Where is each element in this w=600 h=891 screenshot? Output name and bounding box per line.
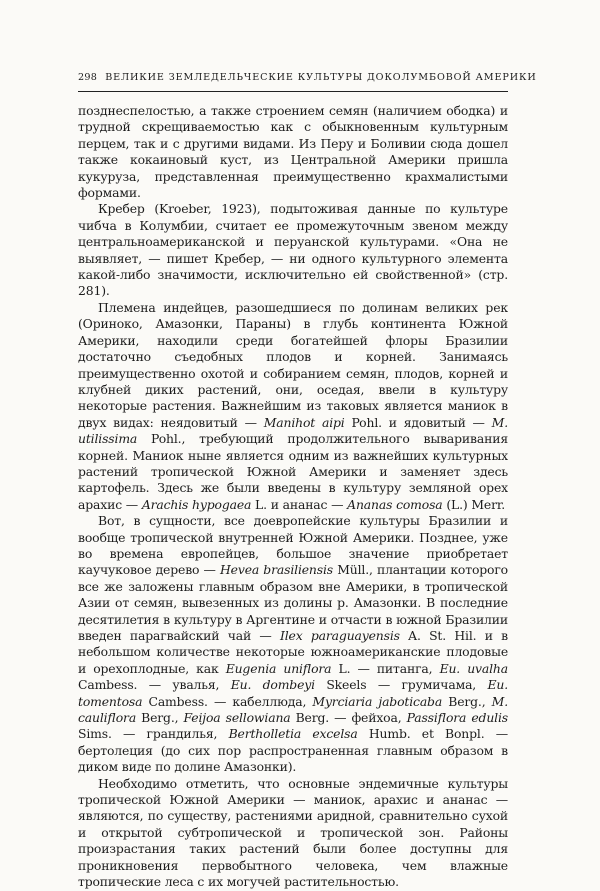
body-text: [78, 103, 508, 891]
text-run: A. St. Hil. и в небольшом количестве некоторые южноамериканские плодовые и орехоплодные, как: [78, 628, 508, 676]
paragraph: [78, 300, 508, 513]
species-name: Eu. tomentosa: [78, 677, 508, 709]
text-run: Berg. — фейхоа,: [290, 710, 407, 726]
species-name: Arachis hypogaea: [141, 496, 252, 512]
text-run: Cambess. — кабеллюда,: [142, 693, 313, 709]
paragraph: [78, 513, 508, 776]
text-run: L. — питанга,: [331, 660, 440, 676]
paragraph: [78, 776, 508, 891]
species-name: Feijoa sellowiana: [183, 710, 291, 726]
species-name: Eugenia uniflora: [225, 660, 332, 676]
text-run: Вот, в сущности, все доевропейские культуры Бразилии и вообще тропической внутренней Южной Америки. Позднее, уже во времена европейцев, большое значение приобретает каучуковое дерево —: [78, 513, 508, 578]
text-run: Skeels — грумичама,: [314, 677, 488, 693]
page-number: 298: [78, 72, 98, 83]
text-run: Необходимо отметить, что основные эндемичные культуры тропической Южной Америки — маниок, арахис и ананас — являются, по существу, растениями аридной, сравнительно сухой и открытой субтропической и тропической зон. Районы произрастания таких растений были более доступны для проникновения первобытного человека, чем влажные тропические леса с их могучей растительностью.: [78, 775, 508, 890]
paragraph: [78, 201, 508, 299]
text-run: Berg.,: [442, 693, 492, 709]
species-name: Hevea brasiliensis: [220, 562, 333, 578]
species-name: Ilex paraguayensis: [279, 628, 400, 643]
text-run: Müll., плантации которого все же заложены главным образом вне Америки, в тропической Азии от семян, вывезенных из долины р. Амазонки. В последние десятилетия в культуру в Аргентине и отчасти в южной Бразилии введен парагвайский чай —: [78, 562, 508, 643]
text-run: Племена индейцев, разошедшиеся по долинам великих рек (Ориноко, Амазонки, Параны) в глубь континента Южной Америки, находили среди богатейшей флоры Бразилии достаточно съедобных плодов и корней. Занимаясь преимущественно охотой и собиранием семян, плодов, корней и клубней диких растений, они, оседая, ввели в культуру некоторые растения. Важнейшим из таковых является маниок в двух видах: неядовитый —: [78, 299, 508, 430]
species-name: Manihot aipi: [263, 414, 345, 430]
species-name: M. utilissima: [78, 414, 508, 447]
species-name: Bertholletia excelsa: [228, 726, 358, 742]
text-run: L. и ананас —: [251, 496, 348, 512]
text-run: Sims. — грандилья,: [78, 726, 229, 742]
species-name: Eu. uvalha: [439, 660, 508, 676]
running-title: ВЕЛИКИЕ ЗЕМЛЕДЕЛЬЧЕСКИЕ КУЛЬТУРЫ ДОКОЛУМБОВОЙ АМЕРИКИ: [105, 72, 537, 83]
text-run: Humb. et Bonpl. — бертолеция (до сих пор распространенная главным образом в диком виде по долине Амазонки).: [78, 726, 509, 775]
text-run: (L.) Merr.: [442, 496, 506, 512]
species-name: Ananas comosa: [347, 496, 443, 512]
species-name: Eu. dombeyi: [230, 677, 315, 693]
species-name: Passiflora edulis: [406, 710, 508, 726]
text-run: Pohl. и ядовитый —: [344, 414, 492, 430]
text-run: Pohl., требующий продолжительного вываривания корней. Маниок ныне является одним из важнейших культурных растений тропической Южной Америки и заменяет здесь картофель. Здесь же были введены в культуру земляной орех арахис —: [78, 431, 508, 512]
header-rule: [78, 91, 508, 92]
text-run: Berg.,: [136, 710, 184, 726]
text-run: Cambess. — увалья,: [78, 677, 231, 693]
species-name: M. cauliflora: [78, 693, 508, 726]
species-name: Myrciaria jaboticaba: [312, 693, 443, 709]
running-header: [78, 72, 537, 83]
paragraph: [78, 103, 508, 201]
text-run: Кребер (Kroeber, 1923), подытоживая данные по культуре чибча в Колумбии, считает ее промежуточным звеном между центральноамериканской и перуанской культурами. «Она не выявляет, — пишет Кребер, — ни одного культурного элемента какой-либо значимости, исключительно ей свойственной» (стр. 281).: [78, 201, 508, 299]
text-run: позднеспелостью, а также строением семян (наличием ободка) и трудной скрещиваемостью как с обыкновенным культурным перцем, так и с другими видами. Из Перу и Боливии сюда дошел также кокаиновый куст, из Центральной Америки пришла кукуруза, представленная преимущественно крахмалистыми формами.: [78, 103, 508, 201]
